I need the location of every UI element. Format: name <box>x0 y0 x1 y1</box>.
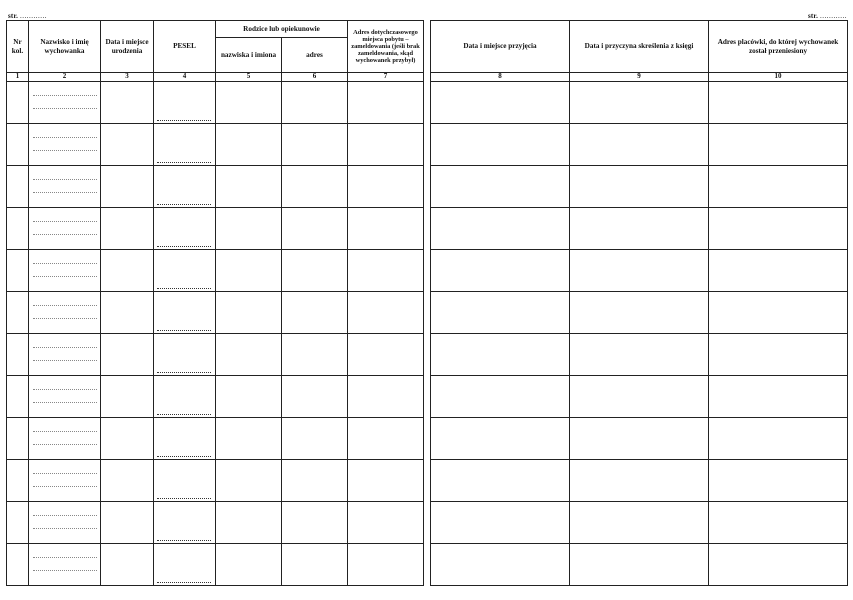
cell-removal[interactable] <box>570 124 709 166</box>
cell-parents-address[interactable] <box>282 166 348 208</box>
cell-birth[interactable] <box>101 334 154 376</box>
cell-transfer[interactable] <box>709 166 848 208</box>
cell-transfer[interactable] <box>709 292 848 334</box>
cell-prev-address[interactable] <box>348 502 424 544</box>
pesel-dotted-line <box>157 288 211 289</box>
pesel-dotted-line <box>157 414 211 415</box>
cell-removal[interactable] <box>570 460 709 502</box>
table-row <box>431 82 848 124</box>
column-number: 8 <box>431 73 570 82</box>
pesel-dotted-line <box>157 330 211 331</box>
table-row <box>7 292 424 334</box>
cell-birth[interactable] <box>101 250 154 292</box>
cell-parents-names[interactable] <box>216 208 282 250</box>
name-dotted-lines <box>33 376 97 417</box>
right-register-table <box>430 20 848 586</box>
left-page-label-text: str. <box>8 12 19 20</box>
cell-admission[interactable] <box>431 292 570 334</box>
cell-name[interactable] <box>29 292 101 334</box>
cell-parents-names[interactable] <box>216 166 282 208</box>
cell-parents-names[interactable] <box>216 292 282 334</box>
left-register-body <box>7 82 424 586</box>
table-row <box>431 460 848 502</box>
cell-prev-address[interactable] <box>348 250 424 292</box>
cell-admission[interactable] <box>431 166 570 208</box>
cell-nr[interactable] <box>7 292 29 334</box>
left-page-label <box>8 12 47 20</box>
column-number: 10 <box>709 73 848 82</box>
cell-removal[interactable] <box>570 418 709 460</box>
cell-birth[interactable] <box>101 502 154 544</box>
header-nr: Nr kol. <box>7 21 29 73</box>
cell-parents-names[interactable] <box>216 544 282 586</box>
table-row <box>7 418 424 460</box>
name-dotted-lines <box>33 418 97 459</box>
table-row <box>431 544 848 586</box>
cell-name[interactable] <box>29 166 101 208</box>
cell-parents-names[interactable] <box>216 82 282 124</box>
cell-parents-address[interactable] <box>282 292 348 334</box>
cell-pesel[interactable] <box>154 418 216 460</box>
header-removal: Data i przyczyna skreślenia z księgi <box>570 21 709 73</box>
right-page <box>430 20 847 586</box>
column-number: 3 <box>101 73 154 82</box>
column-number: 7 <box>348 73 424 82</box>
cell-removal[interactable] <box>570 502 709 544</box>
header-pesel: PESEL <box>154 21 216 73</box>
cell-parents-address[interactable] <box>282 418 348 460</box>
cell-parents-names[interactable] <box>216 124 282 166</box>
cell-pesel[interactable] <box>154 292 216 334</box>
name-dotted-lines <box>33 250 97 291</box>
pesel-dotted-line <box>157 540 211 541</box>
cell-pesel[interactable] <box>154 334 216 376</box>
pesel-dotted-line <box>157 120 211 121</box>
cell-removal[interactable] <box>570 292 709 334</box>
cell-prev-address[interactable] <box>348 460 424 502</box>
table-row <box>431 208 848 250</box>
cell-nr[interactable] <box>7 166 29 208</box>
header-parents: Rodzice lub opiekunowie <box>216 21 348 38</box>
name-dotted-lines <box>33 208 97 249</box>
cell-parents-address[interactable] <box>282 334 348 376</box>
cell-parents-names[interactable] <box>216 502 282 544</box>
pesel-dotted-line <box>157 162 211 163</box>
cell-name[interactable] <box>29 376 101 418</box>
cell-pesel[interactable] <box>154 460 216 502</box>
cell-parents-address[interactable] <box>282 124 348 166</box>
cell-prev-address[interactable] <box>348 292 424 334</box>
table-row <box>431 376 848 418</box>
cell-name[interactable] <box>29 460 101 502</box>
name-dotted-lines <box>33 334 97 375</box>
cell-removal[interactable] <box>570 166 709 208</box>
name-dotted-lines <box>33 166 97 207</box>
cell-removal[interactable] <box>570 208 709 250</box>
table-row <box>7 250 424 292</box>
right-page-label-text: str. <box>807 12 819 20</box>
right-page-number-dots: ............ <box>820 12 847 20</box>
cell-nr[interactable] <box>7 460 29 502</box>
cell-name[interactable] <box>29 124 101 166</box>
cell-parents-address[interactable] <box>282 82 348 124</box>
cell-nr[interactable] <box>7 544 29 586</box>
cell-parents-names[interactable] <box>216 250 282 292</box>
cell-parents-address[interactable] <box>282 376 348 418</box>
cell-pesel[interactable] <box>154 250 216 292</box>
cell-prev-address[interactable] <box>348 544 424 586</box>
pesel-dotted-line <box>157 204 211 205</box>
cell-birth[interactable] <box>101 82 154 124</box>
table-row <box>7 334 424 376</box>
table-row <box>431 166 848 208</box>
cell-name[interactable] <box>29 82 101 124</box>
cell-admission[interactable] <box>431 418 570 460</box>
table-row <box>7 544 424 586</box>
right-register-body <box>431 82 848 586</box>
cell-transfer[interactable] <box>709 334 848 376</box>
pesel-dotted-line <box>157 582 211 583</box>
cell-nr[interactable] <box>7 124 29 166</box>
cell-nr[interactable] <box>7 82 29 124</box>
table-row <box>431 124 848 166</box>
cell-admission[interactable] <box>431 334 570 376</box>
cell-transfer[interactable] <box>709 544 848 586</box>
cell-name[interactable] <box>29 502 101 544</box>
table-row <box>7 460 424 502</box>
cell-parents-names[interactable] <box>216 376 282 418</box>
cell-pesel[interactable] <box>154 124 216 166</box>
cell-transfer[interactable] <box>709 418 848 460</box>
column-number: 2 <box>29 73 101 82</box>
cell-transfer[interactable] <box>709 208 848 250</box>
cell-pesel[interactable] <box>154 376 216 418</box>
cell-nr[interactable] <box>7 208 29 250</box>
table-row <box>7 376 424 418</box>
cell-transfer[interactable] <box>709 502 848 544</box>
column-number: 1 <box>7 73 29 82</box>
table-row <box>7 124 424 166</box>
table-row <box>7 208 424 250</box>
name-dotted-lines <box>33 292 97 333</box>
cell-transfer[interactable] <box>709 460 848 502</box>
cell-removal[interactable] <box>570 334 709 376</box>
table-row <box>7 166 424 208</box>
header-parents-address: adres <box>282 38 348 73</box>
cell-parents-address[interactable] <box>282 544 348 586</box>
cell-pesel[interactable] <box>154 82 216 124</box>
cell-transfer[interactable] <box>709 376 848 418</box>
column-number: 4 <box>154 73 216 82</box>
cell-admission[interactable] <box>431 250 570 292</box>
cell-admission[interactable] <box>431 376 570 418</box>
column-number: 6 <box>282 73 348 82</box>
column-number: 9 <box>570 73 709 82</box>
cell-nr[interactable] <box>7 376 29 418</box>
cell-pesel[interactable] <box>154 208 216 250</box>
name-dotted-lines <box>33 460 97 501</box>
header-prev-address: Adres dotychczasowego miejsca pobytu – zameldowania (jeśli brak zameldowania, skąd wychowanek przybył) <box>348 21 424 73</box>
cell-prev-address[interactable] <box>348 334 424 376</box>
header-birth: Data i miejsce urodzenia <box>101 21 154 73</box>
name-dotted-lines <box>33 502 97 543</box>
name-dotted-lines <box>33 544 97 585</box>
cell-nr[interactable] <box>7 502 29 544</box>
cell-parents-names[interactable] <box>216 418 282 460</box>
table-row <box>7 502 424 544</box>
cell-admission[interactable] <box>431 544 570 586</box>
cell-parents-address[interactable] <box>282 502 348 544</box>
cell-prev-address[interactable] <box>348 82 424 124</box>
table-row <box>431 250 848 292</box>
cell-birth[interactable] <box>101 376 154 418</box>
right-page-label <box>808 12 847 20</box>
cell-admission[interactable] <box>431 82 570 124</box>
cell-transfer[interactable] <box>709 82 848 124</box>
left-page-number-dots: ............ <box>20 12 48 20</box>
cell-birth[interactable] <box>101 292 154 334</box>
pesel-dotted-line <box>157 498 211 499</box>
cell-nr[interactable] <box>7 418 29 460</box>
cell-birth[interactable] <box>101 460 154 502</box>
cell-removal[interactable] <box>570 376 709 418</box>
cell-nr[interactable] <box>7 250 29 292</box>
cell-pesel[interactable] <box>154 544 216 586</box>
cell-birth[interactable] <box>101 166 154 208</box>
cell-name[interactable] <box>29 418 101 460</box>
cell-removal[interactable] <box>570 250 709 292</box>
cell-nr[interactable] <box>7 334 29 376</box>
header-name: Nazwisko i imię wychowanka <box>29 21 101 73</box>
cell-parents-address[interactable] <box>282 250 348 292</box>
cell-transfer[interactable] <box>709 124 848 166</box>
cell-admission[interactable] <box>431 460 570 502</box>
cell-name[interactable] <box>29 250 101 292</box>
cell-removal[interactable] <box>570 82 709 124</box>
table-row <box>7 82 424 124</box>
table-row <box>431 292 848 334</box>
cell-prev-address[interactable] <box>348 166 424 208</box>
cell-name[interactable] <box>29 334 101 376</box>
column-number: 5 <box>216 73 282 82</box>
name-dotted-lines <box>33 124 97 165</box>
cell-prev-address[interactable] <box>348 418 424 460</box>
cell-name[interactable] <box>29 544 101 586</box>
table-row <box>431 418 848 460</box>
cell-parents-address[interactable] <box>282 208 348 250</box>
cell-prev-address[interactable] <box>348 208 424 250</box>
cell-parents-names[interactable] <box>216 460 282 502</box>
cell-birth[interactable] <box>101 418 154 460</box>
pesel-dotted-line <box>157 456 211 457</box>
cell-parents-names[interactable] <box>216 334 282 376</box>
cell-birth[interactable] <box>101 124 154 166</box>
left-register-table <box>6 20 424 586</box>
cell-birth[interactable] <box>101 544 154 586</box>
table-row <box>431 502 848 544</box>
cell-pesel[interactable] <box>154 166 216 208</box>
pesel-dotted-line <box>157 372 211 373</box>
cell-birth[interactable] <box>101 208 154 250</box>
cell-name[interactable] <box>29 208 101 250</box>
header-transfer: Adres placówki, do której wychowanek został przeniesiony <box>709 21 848 73</box>
header-parents-names: nazwiska i imiona <box>216 38 282 73</box>
cell-admission[interactable] <box>431 502 570 544</box>
header-admission: Data i miejsce przyjęcia <box>431 21 570 73</box>
left-page <box>6 20 423 586</box>
cell-removal[interactable] <box>570 544 709 586</box>
cell-admission[interactable] <box>431 124 570 166</box>
cell-admission[interactable] <box>431 208 570 250</box>
cell-transfer[interactable] <box>709 250 848 292</box>
cell-parents-address[interactable] <box>282 460 348 502</box>
cell-prev-address[interactable] <box>348 376 424 418</box>
cell-prev-address[interactable] <box>348 124 424 166</box>
name-dotted-lines <box>33 82 97 123</box>
pesel-dotted-line <box>157 246 211 247</box>
cell-pesel[interactable] <box>154 502 216 544</box>
table-row <box>431 334 848 376</box>
